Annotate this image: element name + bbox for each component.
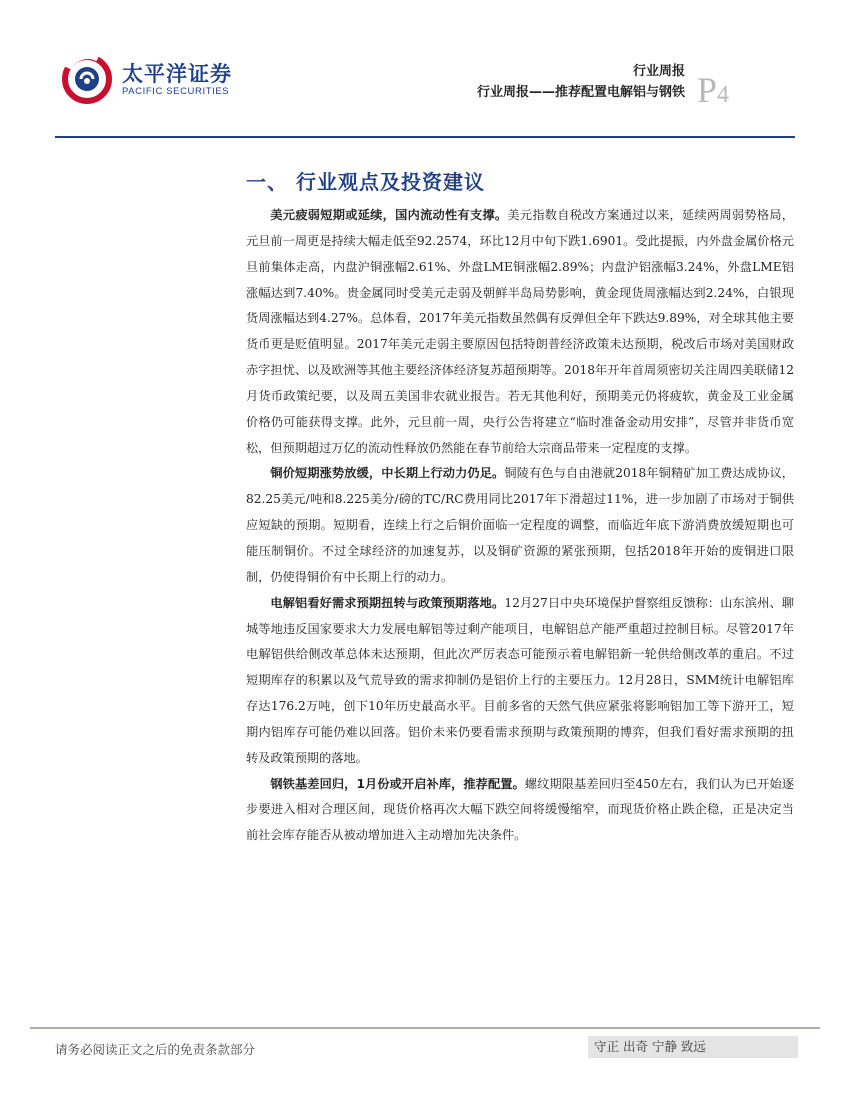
paragraph-text: 铜陵有色与自由港就2018年铜精矿加工费达成协议，82.25美元/吨和8.225美分/磅的TC/RC费用同比2017年下滑超过11%，进一步加剧了市场对于铜供应短缺的预期。短期看，连续上行之后铜价面临一定程度的调整，而临近年底下游消费放缓短期也可能压制铜价。不过全球经济的加速复苏，以及铜矿资源的紧张预期，包括2018年开始的废铜进口限制，仍使得铜价有中长期上行的动力。 [246,466,794,584]
paragraph-lead: 铜价短期涨势放缓，中长期上行动力仍足。 [270,466,505,481]
paragraph-text: 12月27日中央环境保护督察组反馈称：山东滨州、聊城等地违反国家要求大力发展电解铝等过剩产能项目，电解铝总产能严重超过控制目标。尽管2017年电解铝供给侧改革总体未达预期，但此次严厉表态可能预示着电解铝新一轮供给侧改革的重启。不过短期库存的积累以及气荒导致的需求抑制仍是铝价上行的主要压力。12月28日，SMM统计电解铝库存达176.2万吨，创下10年历史最高水平。目前多省的天然气供应紧张将影响铝加工等下游开工，短期内铝库存可能仍难以回落。铝价未来仍要看需求预期与政策预期的博弈，但我们看好需求预期的扭转及政策预期的落地。 [246,595,794,765]
pacific-securities-logo-icon [60,50,114,104]
logo-chinese-name: 太平洋证券 [122,62,232,86]
paragraph-steel [246,772,794,850]
logo-english-name: PACIFIC SECURITIES [122,86,230,97]
company-motto: 守正 出奇 宁静 致远 [588,1036,798,1058]
paragraph-lead: 美元疲弱短期或延续，国内流动性有支撑。 [270,208,508,222]
footer-divider [30,1027,820,1029]
report-title: 行业周报——推荐配置电解铝与钢铁 [476,85,685,100]
report-body [246,203,794,849]
page-number [697,72,729,108]
paragraph-copper [246,461,794,590]
paragraph-text: 美元指数自税改方案通过以来，延续两周弱势格局，元旦前一周更是持续大幅走低至92.2574，环比12月中旬下跌1.6901。受此提振，内外盘金属价格元旦前集体走高，内盘沪铜涨幅2.61%、外盘LME铜涨幅2.89%；内盘沪铝涨幅3.24%，外盘LME铝涨幅达到7.40%。贵金属同时受美元走弱及朝鲜半岛局势影响，黄金现货周涨幅达到2.24%，白银现货周涨幅达到4.27%。总体看，2017年美元指数虽然偶有反弹但全年下跌达9.89%，对全球其他主要货币更是贬值明显。2017年美元走弱主要原因包括特朗普经济政策未达预期，税改后市场对美国财政赤字担忧、以及欧洲等其他主要经济体经济复苏超预期等。2018年开年首周须密切关注周四美联储12月货币政策纪要，以及周五美国非农就业报告。若无其他利好，预期美元仍将疲软，黄金及工业金属价格仍可能获得支撑。此外，元旦前一周，央行公告将建立“临时准备金动用安排”，尽管并非货币宽松，但预期超过万亿的流动性释放仍然能在春节前给大宗商品带来一定程度的支撑。 [246,208,794,455]
paragraph-lead: 钢铁基差回归，1月份或开启补库，推荐配置。 [270,776,525,791]
paragraph-aluminum [246,591,794,772]
report-type: 行业周报 [632,64,685,79]
page-letter: P [697,70,718,110]
disclaimer-text: 请务必阅读正文之后的免责条款部分 [55,1042,256,1057]
company-logo [60,50,240,110]
paragraph-lead: 电解铝看好需求预期扭转与政策预期落地。 [270,595,505,610]
header-divider [55,136,795,138]
page-digit: 4 [717,82,730,108]
section-title: 一、 行业观点及投资建议 [246,170,485,194]
paragraph-usd [246,203,794,461]
paragraph-text: 螺纹期限基差回归至450左右，我们认为已开始逐步要进入相对合理区间，现货价格再次大幅下跌空间将缓慢缩窄，而现货价格止跌企稳，正是决定当前社会库存能否从被动增加进入主动增加先决条件。 [246,776,794,843]
